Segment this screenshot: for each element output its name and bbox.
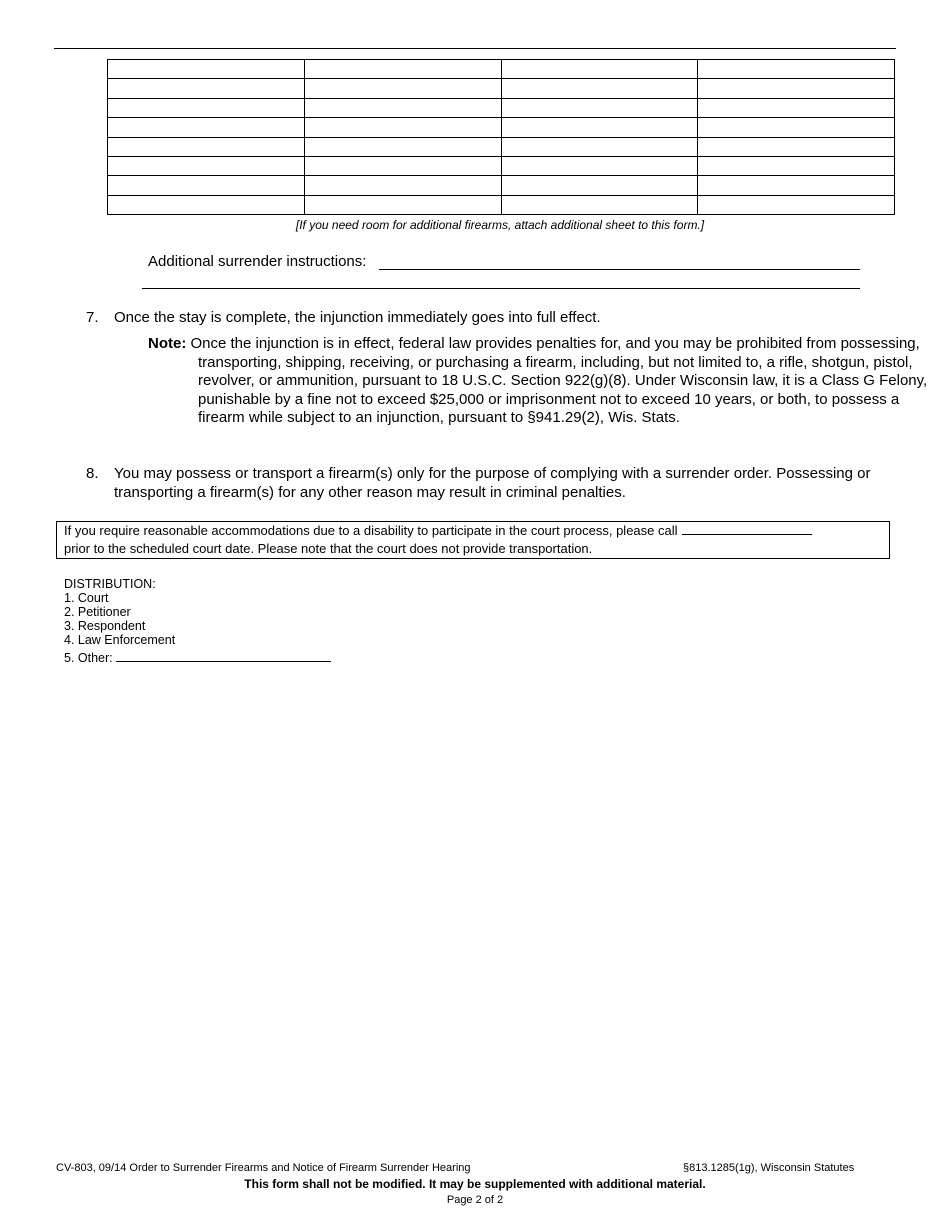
table-cell[interactable] xyxy=(698,60,895,79)
table-cell[interactable] xyxy=(501,176,698,195)
distribution xyxy=(64,577,331,665)
note-label: Note: xyxy=(148,335,187,352)
table-cell[interactable] xyxy=(698,98,895,117)
table-cell[interactable] xyxy=(501,60,698,79)
table-cell[interactable] xyxy=(108,79,305,98)
table-cell[interactable] xyxy=(108,60,305,79)
table-row xyxy=(108,195,895,214)
table-row xyxy=(108,98,895,117)
note-text: Once the injunction is in effect, federal law provides penalties for, and you may be prohibited from possessing, transporting, shipping, receiving, or purchasing a firearm, including, but not limited to, a rifle, shotgun, pistol, revolver, or ammunition, pursuant to 18 U.S.C. Section 922(g)(8). Under Wisconsin law, it is a Class G Felony, punishable by a fine not to exceed $25,000 or imprisonment not to exceed 10 years, or both, to possess a firearm while subject to an injunction, pursuant to §941.29(2), Wis. Stats. xyxy=(190,335,928,426)
item-7-number: 7. xyxy=(86,309,99,326)
table-row xyxy=(108,137,895,156)
table-note: [If you need room for additional firearms, attach additional sheet to this form.] xyxy=(295,218,705,232)
distribution-item: 1. Court xyxy=(64,591,109,605)
item-8-text: You may possess or transport a firearm(s) only for the purpose of complying with a surrender order. Possessing or transporting a firearm(s) for any other reason may result in criminal penalties. xyxy=(114,465,871,501)
table-cell[interactable] xyxy=(698,79,895,98)
distribution-heading: DISTRIBUTION: xyxy=(64,577,156,591)
accommodations-line1 xyxy=(64,522,889,540)
table-cell[interactable] xyxy=(501,156,698,175)
distribution-item: 2. Petitioner xyxy=(64,605,131,619)
table-cell[interactable] xyxy=(304,137,501,156)
item-7 xyxy=(0,309,950,329)
firearms-table xyxy=(107,59,895,215)
table-cell[interactable] xyxy=(501,137,698,156)
table-cell[interactable] xyxy=(108,156,305,175)
table-cell[interactable] xyxy=(304,176,501,195)
table-row xyxy=(108,60,895,79)
distribution-other-field[interactable] xyxy=(116,650,331,662)
table-cell[interactable] xyxy=(108,98,305,117)
item-8-number: 8. xyxy=(86,465,99,482)
table-cell[interactable] xyxy=(501,118,698,137)
table-cell[interactable] xyxy=(698,156,895,175)
table-cell[interactable] xyxy=(698,195,895,214)
table-cell[interactable] xyxy=(304,60,501,79)
note-block xyxy=(148,335,938,428)
footer-form-id: CV-803, 09/14 Order to Surrender Firearms and Notice of Firearm Surrender Hearing xyxy=(56,1162,471,1174)
top-rule xyxy=(54,48,896,49)
table-cell[interactable] xyxy=(698,176,895,195)
table-cell[interactable] xyxy=(108,118,305,137)
table-cell[interactable] xyxy=(698,118,895,137)
additional-instructions-field-line2[interactable] xyxy=(142,288,860,289)
table-cell[interactable] xyxy=(501,195,698,214)
accommodations-phone-field[interactable] xyxy=(682,522,812,535)
table-cell[interactable] xyxy=(304,118,501,137)
table-cell[interactable] xyxy=(501,98,698,117)
accommodations-line1-text: If you require reasonable accommodations due to a disability to participate in the court process, please call xyxy=(64,523,678,538)
item-8 xyxy=(0,465,950,505)
table-row xyxy=(108,156,895,175)
footer-page-number: Page 2 of 2 xyxy=(446,1194,504,1206)
table-cell[interactable] xyxy=(304,156,501,175)
additional-instructions-label: Additional surrender instructions: xyxy=(148,253,367,270)
distribution-other-label: 5. Other: xyxy=(64,651,113,665)
accommodations-line2: prior to the scheduled court date. Please note that the court does not provide transportation. xyxy=(64,541,593,556)
distribution-other xyxy=(64,650,331,665)
footer-statute: §813.1285(1g), Wisconsin Statutes xyxy=(683,1162,855,1174)
table-cell[interactable] xyxy=(304,195,501,214)
distribution-item: 3. Respondent xyxy=(64,619,146,633)
table-cell[interactable] xyxy=(108,137,305,156)
table-cell[interactable] xyxy=(108,176,305,195)
footer-warning: This form shall not be modified. It may be supplemented with additional material. xyxy=(244,1177,706,1191)
accommodations-box xyxy=(56,521,890,559)
table-row xyxy=(108,118,895,137)
item-7-text: Once the stay is complete, the injunction immediately goes into full effect. xyxy=(114,309,601,326)
table-cell[interactable] xyxy=(108,195,305,214)
table-cell[interactable] xyxy=(304,79,501,98)
distribution-item: 4. Law Enforcement xyxy=(64,633,176,647)
table-cell[interactable] xyxy=(304,98,501,117)
table-row xyxy=(108,79,895,98)
table-cell[interactable] xyxy=(698,137,895,156)
table-row xyxy=(108,176,895,195)
additional-instructions-field[interactable] xyxy=(379,269,860,270)
table-cell[interactable] xyxy=(501,79,698,98)
